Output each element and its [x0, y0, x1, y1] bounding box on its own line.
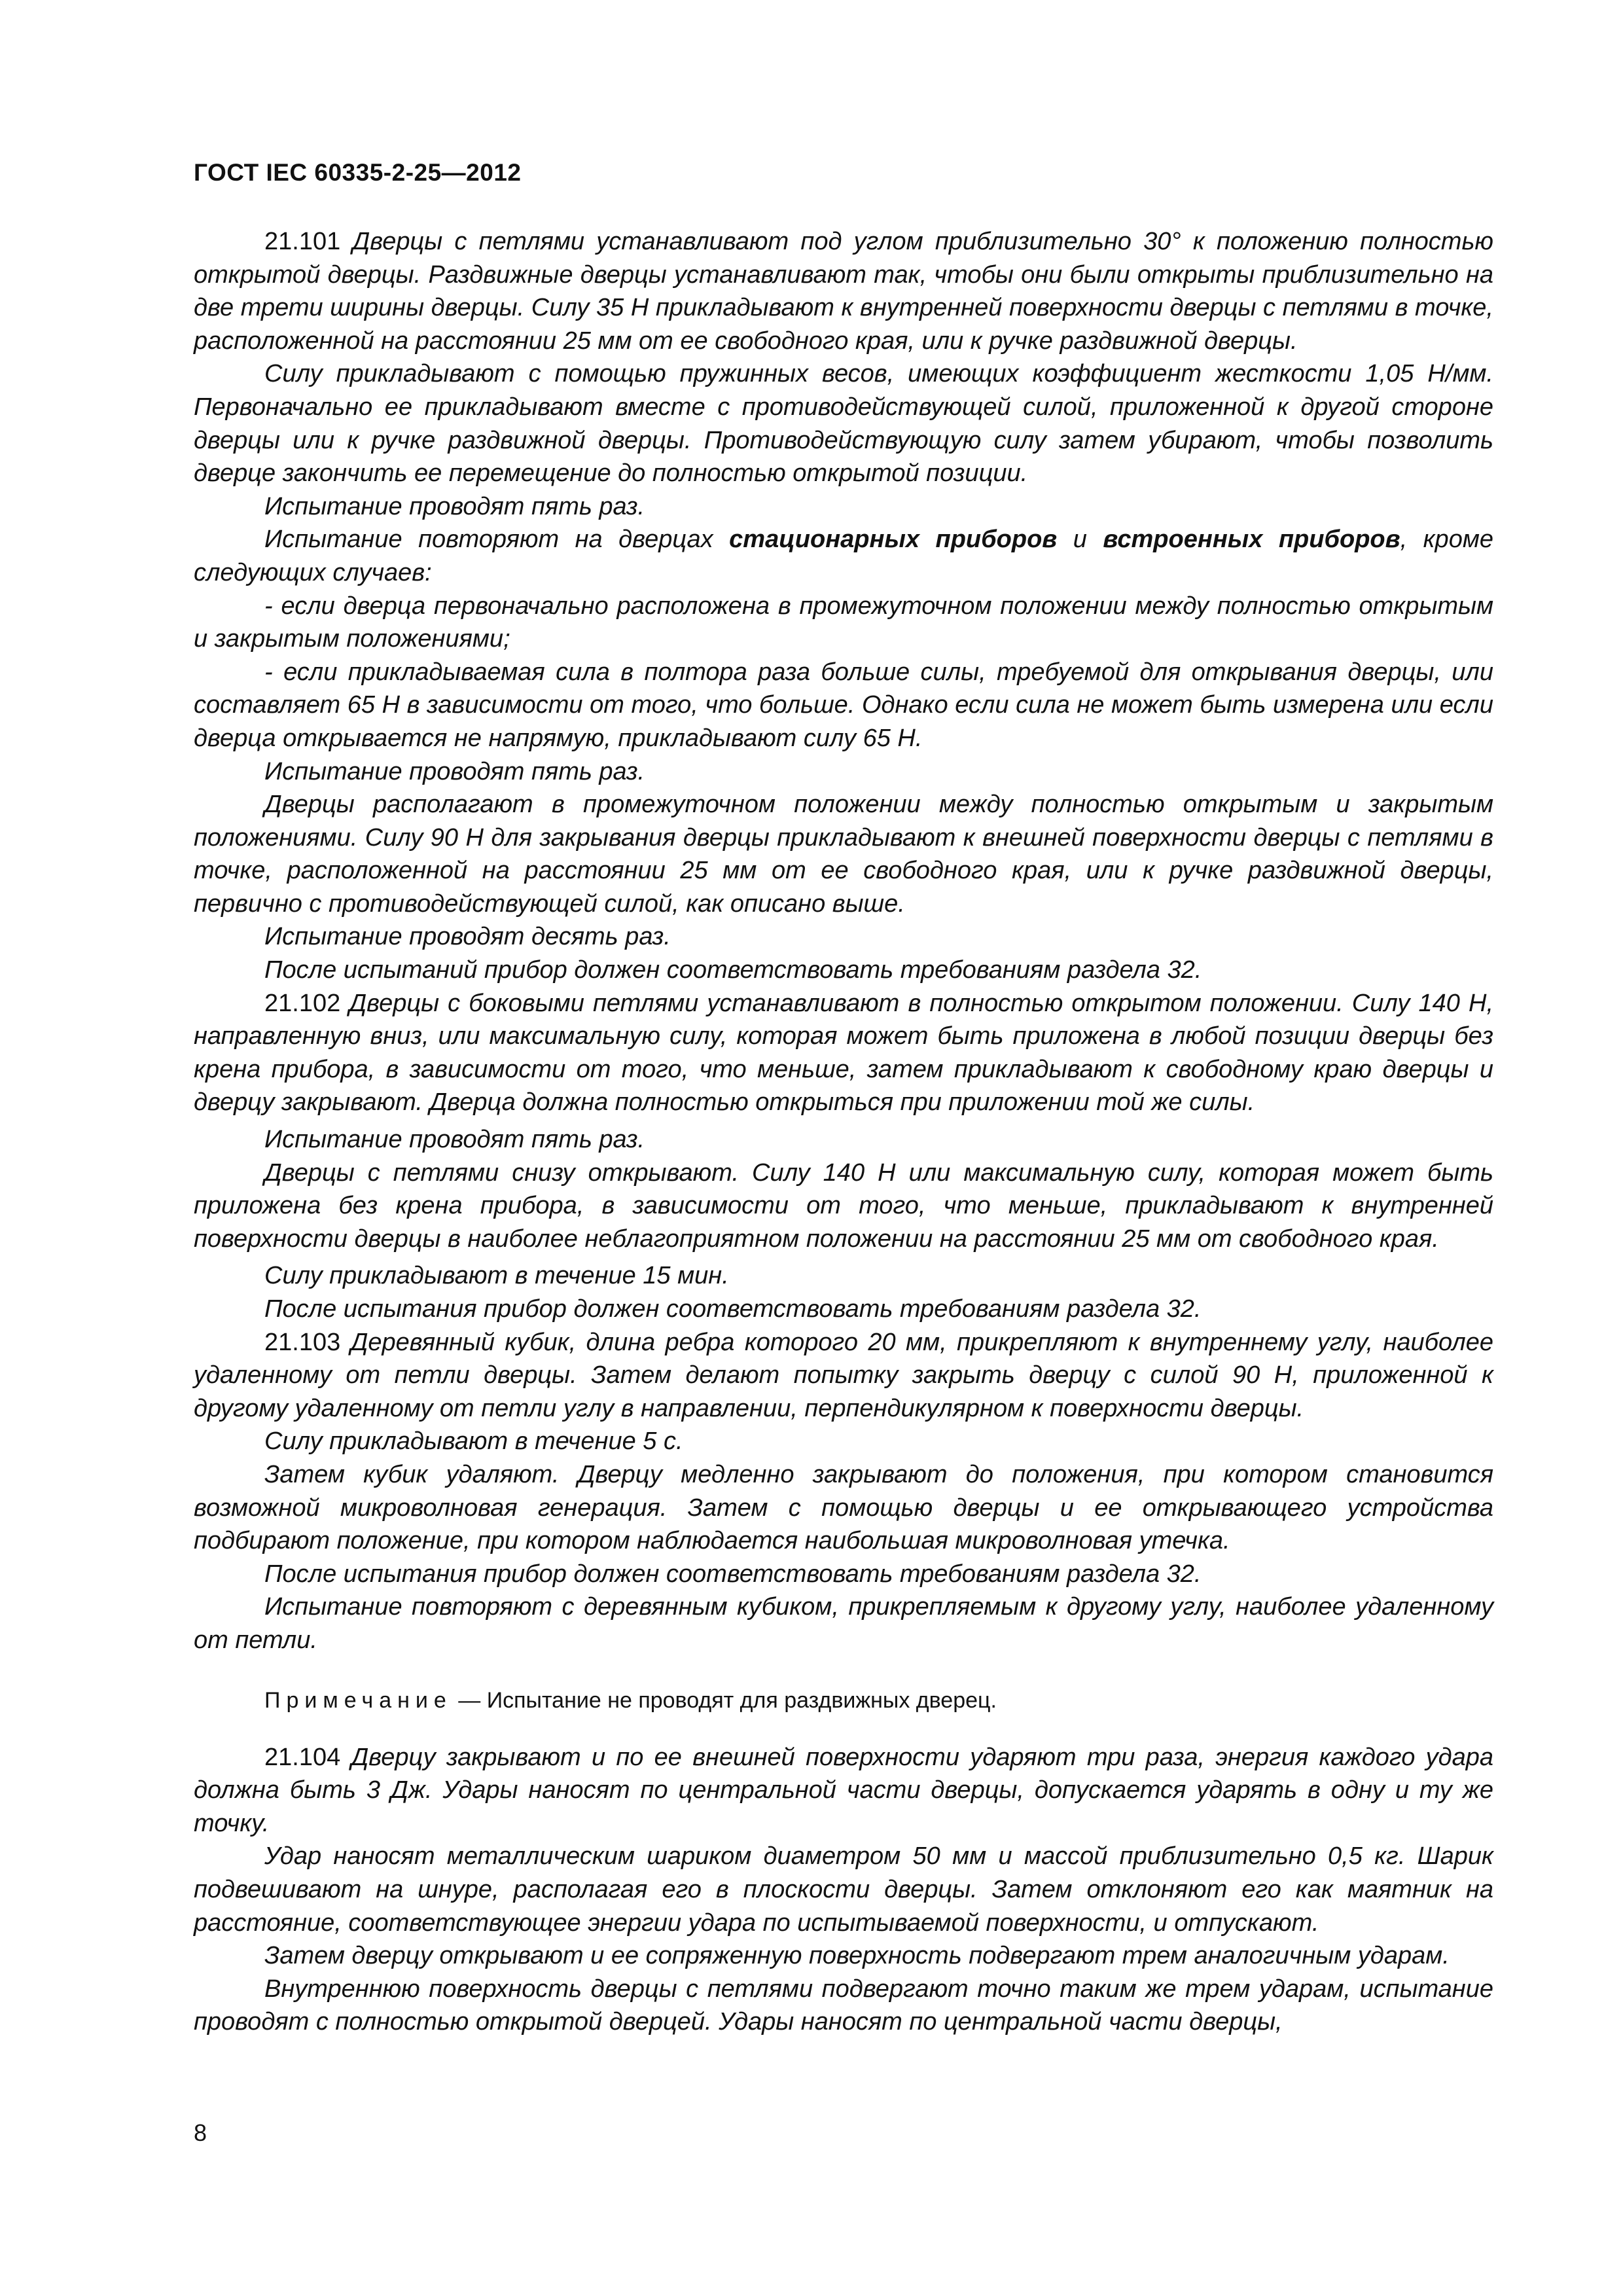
- paragraph: Удар наносят металлическим шариком диаметром 50 мм и массой приблизительно 0,5 кг. Шарик подвешивают на шнуре, располагая его в плоскости дверцы. Затем отклоняют его как маятник на расстояние, соответствующее энергии удара по испытываемой поверхности, и отпускают.: [194, 1842, 1493, 1937]
- text-run: и: [1073, 526, 1087, 554]
- text-run: , кроме следующих случаев:: [194, 526, 1494, 586]
- clause-text: Дверцы с петлями устанавливают под углом приблизительно 30° к положению полностью открытой дверцы. Раздвижные дверцы устанавливают так, чтобы они были открыты приблизительно на две трети ширины дверцы. Силу 35 Н прикладывают к внутренней поверхности дверцы с петлями в точке, расположенной на расстоянии 25 мм от ее свободного края, или к ручке раздвижной дверцы.: [194, 228, 1494, 355]
- clause-21-103: [194, 1326, 1493, 1426]
- paragraph: Испытание проводят десять раз.: [264, 923, 671, 951]
- note-label: Примечание: [264, 1687, 452, 1713]
- bold-term: встроенных приборов: [1103, 526, 1400, 554]
- document-header: ГОСТ IEC 60335-2-25—2012: [194, 159, 522, 186]
- paragraph: После испытания прибор должен соответствовать требованиям раздела 32.: [264, 1295, 1202, 1323]
- clause-text: Деревянный кубик, длина ребра которого 20 мм, прикрепляют к внутреннему углу, наиболее удаленному от петли дверцы. Затем делают попытку закрыть дверцу с силой 90 Н, приложенной к другому удаленному от петли углу в направлении, перпендикулярном к поверхности дверцы.: [194, 1328, 1494, 1422]
- paragraph: Дверцы с петлями снизу открывают. Силу 140 Н или максимальную силу, которая может быть приложена без крена прибора, в зависимости от того, что меньше, прикладывают к внутренней поверхности дверцы в наиболее неблагоприятном положении на расстоянии 25 мм от свободного края.: [194, 1158, 1493, 1253]
- clause-number: 21.102: [264, 989, 341, 1017]
- page-number: 8: [194, 2119, 207, 2146]
- paragraph: После испытаний прибор должен соответствовать требованиям раздела 32.: [264, 956, 1202, 984]
- clause-number: 21.103: [264, 1328, 341, 1356]
- clause-number: 21.101: [264, 228, 341, 255]
- note: [194, 1686, 1493, 1715]
- paragraph: Испытание проводят пять раз.: [264, 492, 645, 520]
- list-item: - если дверца первоначально расположена в промежуточном положении между полностью открытым и закрытым положениями;: [194, 592, 1493, 653]
- clause-number: 21.104: [264, 1743, 341, 1771]
- note-text: — Испытание не проводят для раздвижных дверец.: [452, 1687, 997, 1713]
- text-run: Испытание повторяют на дверцах: [264, 526, 713, 554]
- clause-text: Дверцы с боковыми петлями устанавливают в полностью открытом положении. Силу 140 Н, направленную вниз, или максимальную силу, которая может быть приложена в любой позиции дверцы без крена прибора, в зависимости от того, что меньше, затем прикладывают к свободному краю дверцы и дверцу закрывают. Дверца должна полностью открыться при приложении той же силы.: [194, 989, 1494, 1117]
- document-body: [194, 225, 1493, 2039]
- clause-21-104: [194, 1741, 1493, 1840]
- paragraph: Затем дверцу открывают и ее сопряженную поверхность подвергают трем аналогичным ударам.: [264, 1942, 1450, 1970]
- paragraph: Силу прикладывают в течение 5 с.: [264, 1427, 683, 1456]
- clause-text: Дверцу закрывают и по ее внешней поверхности ударяют три раза, энергия каждого удара должна быть 3 Дж. Удары наносят по центральной части дверцы, допускается ударять в одну и ту же точку.: [194, 1743, 1493, 1837]
- paragraph: После испытания прибор должен соответствовать требованиям раздела 32.: [264, 1560, 1202, 1588]
- bold-term: стационарных приборов: [729, 526, 1058, 554]
- paragraph: Внутреннюю поверхность дверцы с петлями подвергают точно таким же трем ударам, испытание проводят с полностью открытой дверцей. Удары наносят по центральной части дверцы,: [194, 1975, 1493, 2036]
- paragraph: Испытание повторяют с деревянным кубиком, прикрепляемым к другому углу, наиболее удаленному от петли.: [194, 1593, 1493, 1654]
- paragraph: Испытание проводят пять раз.: [264, 1126, 645, 1154]
- paragraph: Затем кубик удаляют. Дверцу медленно закрывают до положения, при котором становится возможной микроволновая генерация. Затем с помощью дверцы и ее открывающего устройства подбирают положение, при котором наблюдается наибольшая микроволновая утечка.: [194, 1460, 1493, 1555]
- clause-21-102: [194, 987, 1493, 1119]
- list-item: - если прикладываемая сила в полтора раза больше силы, требуемой для открывания дверцы, или составляет 65 Н в зависимости от того, что больше. Однако если сила не может быть измерена или если дверца открывается не напрямую, прикладывают силу 65 Н.: [194, 658, 1493, 752]
- clause-21-101: [194, 225, 1493, 357]
- paragraph: Испытание проводят пять раз.: [264, 757, 645, 785]
- paragraph: Дверцы располагают в промежуточном положении между полностью открытым и закрытым положениями. Силу 90 Н для закрывания дверцы прикладывают к внешней поверхности дверцы с петлями в точке, расположенной на расстоянии 25 мм от ее свободного края, или к ручке раздвижной дверцы, первично с противодействующей силой, как описано выше.: [194, 791, 1493, 918]
- paragraph: [194, 523, 1493, 589]
- paragraph: Силу прикладывают с помощью пружинных весов, имеющих коэффициент жесткости 1,05 Н/мм. Первоначально ее прикладывают вместе с противодействующей силой, приложенной к другой стороне дверцы или к ручке раздвижной дверцы. Противодействующую силу затем убирают, чтобы позволить дверце закончить ее перемещение до полностью открытой позиции.: [194, 360, 1493, 488]
- paragraph: Силу прикладывают в течение 15 мин.: [264, 1262, 729, 1290]
